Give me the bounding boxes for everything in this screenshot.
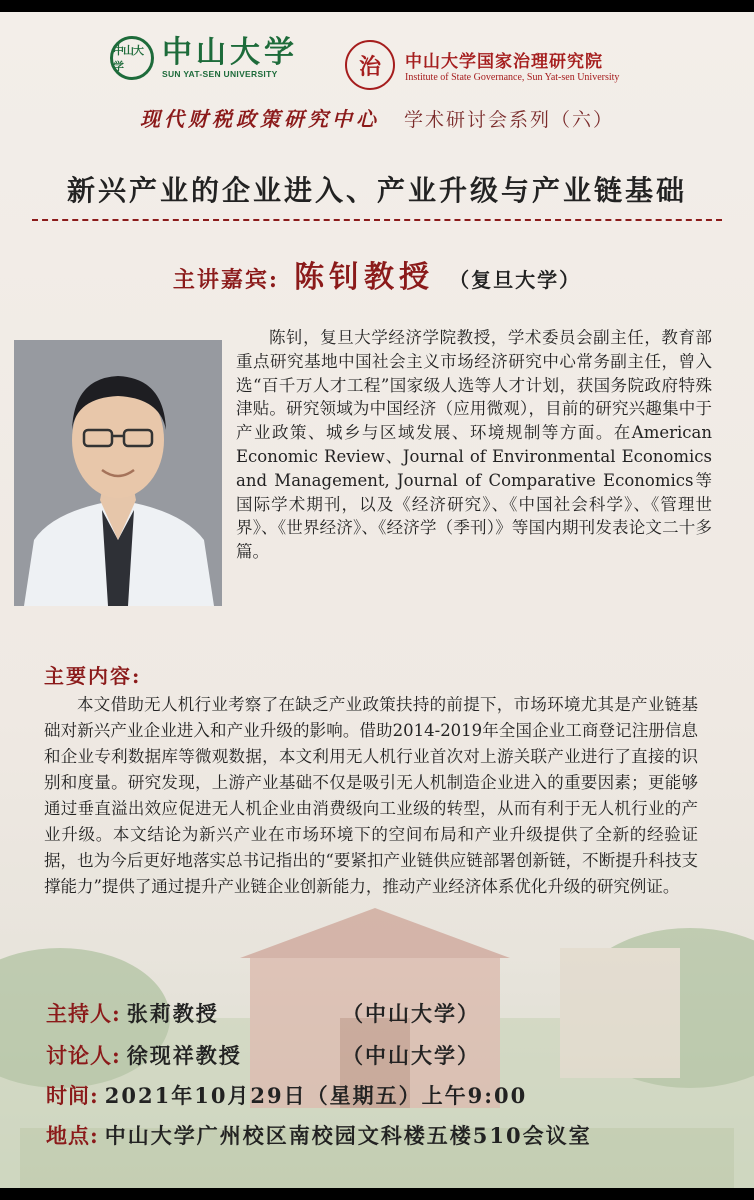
header-logos	[0, 30, 754, 100]
isg-name: 中山大学国家治理研究院	[405, 52, 603, 72]
isg-seal-icon: 治	[345, 40, 395, 90]
time-value: 2021年10月29日（星期五）上午9:00	[104, 1083, 528, 1108]
series-line	[0, 103, 754, 132]
speaker-name: 陈钊教授	[294, 260, 435, 295]
poster	[0, 12, 754, 1188]
discussant-line	[46, 1040, 480, 1070]
content-body	[44, 692, 698, 900]
speaker-affiliation: （复旦大学）	[449, 268, 582, 292]
series-part: 学术研讨会系列（六）	[404, 109, 615, 131]
host-affiliation: （中山大学）	[342, 1001, 480, 1026]
sysu-seal-icon: 中山大学	[110, 36, 154, 80]
sysu-logo	[110, 36, 298, 80]
divider	[32, 219, 722, 221]
speaker-line	[0, 252, 754, 296]
sysu-english-name: SUN YAT-SEN UNIVERSITY	[162, 69, 278, 79]
time-label: 时间:	[46, 1083, 99, 1108]
research-center-name: 现代财税政策研究中心	[139, 107, 380, 131]
speaker-bio	[236, 326, 712, 564]
place-label: 地点:	[46, 1123, 99, 1148]
time-line	[46, 1080, 527, 1110]
talk-title: 新兴产业的企业进入、产业升级与产业链基础	[66, 174, 687, 207]
content-heading: 主要内容:	[44, 664, 142, 688]
host-label: 主持人:	[46, 1001, 121, 1026]
speaker-label: 主讲嘉宾:	[172, 267, 279, 293]
isg-logo	[345, 40, 619, 90]
place-line	[46, 1120, 592, 1150]
speaker-bio-text: 陈钊，复旦大学经济学院教授，学术委员会副主任，教育部重点研究基地中国社会主义市场经济研究中心常务副主任，曾入选“百千万人才工程”国家级人选等人才计划，获国务院政府特殊津贴。研究领域为中国经济（应用微观），目前的研究兴趣集中于产业政策、城乡与区域发展、环境规制等方面。在American Economic Review、Journal of Environmental Economics and Management, Journal of Comparative Economics等国际学术期刊，以及《经济研究》、《中国社会科学》、《管理世界》、《世界经济》、《经济学（季刊）》等国内期刊发表论文二十多篇。	[236, 328, 712, 562]
host-line	[46, 998, 480, 1028]
discussant-label: 讨论人:	[46, 1043, 121, 1068]
place-value: 中山大学广州校区南校园文科楼五楼510会议室	[104, 1123, 592, 1148]
speaker-photo	[14, 340, 222, 606]
isg-english-name: Institute of State Governance, Sun Yat-sen University	[405, 72, 620, 83]
discussant-name: 徐现祥教授	[126, 1043, 242, 1068]
discussant-affiliation: （中山大学）	[342, 1043, 480, 1068]
content-text: 本文借助无人机行业考察了在缺乏产业政策扶持的前提下，市场环境尤其是产业链基础对新兴产业企业进入和产业升级的影响。借助2014-2019年全国企业工商登记注册信息和企业专利数据库等微观数据，本文利用无人机行业首次对上游关联产业进行了直接的识别和度量。研究发现，上游产业基础不仅是吸引无人机制造企业进入的重要因素；更能够通过垂直溢出效应促进无人机企业由消费级向工业级的转型，从而有利于无人机行业的产业升级。本文结论为新兴产业在市场环境下的空间布局和产业升级提供了全新的经验证据，也为今后更好地落实总书记指出的“要紧扣产业链供应链部署创新链，不断提升科技支撑能力”提供了通过提升产业链企业创新能力，推动产业经济体系优化升级的研究例证。	[44, 695, 698, 896]
host-name: 张莉教授	[126, 1001, 219, 1026]
sysu-name: 中山大学	[162, 35, 298, 70]
